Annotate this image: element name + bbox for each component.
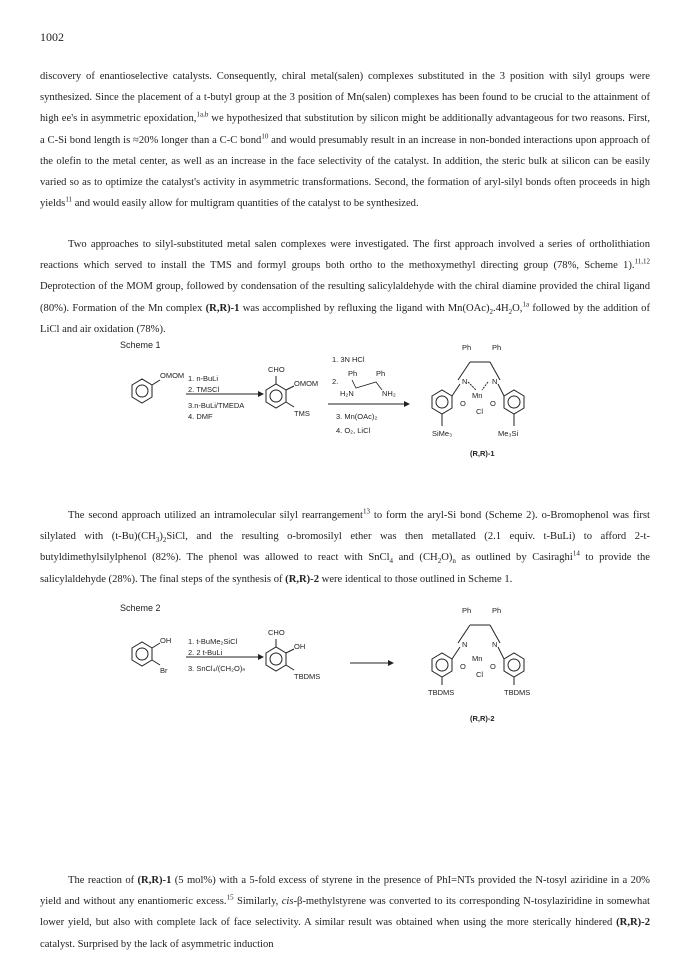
svg-text:O: O: [460, 662, 466, 671]
svg-text:TBDMS: TBDMS: [294, 672, 321, 681]
scheme-1-title: Scheme 1: [120, 340, 161, 350]
svg-text:N: N: [462, 640, 468, 649]
svg-text:Ph: Ph: [492, 606, 502, 615]
svg-text:NH₂: NH₂: [382, 389, 396, 398]
paragraph-1: discovery of enantioselective catalysts. Consequently, chiral metal(salen) complexes substituted in the 3 position with silyl groups were synthesized. Since the placement of a t-butyl group at the 3 position of Mn(salen) complexes has been found to be crucial to the attainment of high ee's in asymmetric epoxidation,$^{1a,b}$ we hypothesized that substitution by silicon might be additionally advantageous for two reasons. First, a C-Si bond length is ≈20% longer than a C-C bond$^{10}$ and would presumably result in an increase in non-bonded interactions upon approach of the olefin to the metal center, as well as an increase in the face selectivity of the catalyst. In addition, the steric bulk at silicon can be easily varied so as to optimize the catalyst's activity in asymmetric transformations. Second, the formation of aryl-silyl bonds often proceeds in high yields$^{11}$ and would easily allow for multigram quantities of the catalyst to be synthesized.: [40, 71, 650, 210]
svg-text:Ph: Ph: [462, 343, 472, 352]
svg-text:1. t-BuMe₂SiCl: 1. t-BuMe₂SiCl: [188, 637, 238, 646]
svg-text:CHO: CHO: [268, 628, 285, 637]
svg-text:Cl: Cl: [476, 407, 484, 416]
svg-text:Mn: Mn: [472, 391, 483, 400]
svg-text:1. n-BuLi: 1. n-BuLi: [188, 374, 219, 383]
svg-text:Me₃Si: Me₃Si: [498, 429, 519, 438]
svg-text:Mn: Mn: [472, 654, 483, 663]
bromophenol-ring: [132, 642, 160, 666]
paragraph-4: The reaction of (R,R)-1 (5 mol%) with a 5-fold excess of styrene in the presence of PhI=NTs provided the N-tosyl aziridine in a 20% yield and without any enantiomeric excess.$^{15}$ Similarly, cis-β-methylstyrene was converted to its corresponding N-tosylaziridine in somewhat lower yield, but also with complete lack of face selectivity. A similar result was obtained when using the more sterically hindered (R,R)-2 catalyst. Surprised by the lack of asymmetric induction: [40, 875, 651, 950]
svg-text:N: N: [462, 377, 468, 386]
compound-label-rr1: (R,R)-1: [470, 449, 495, 458]
svg-text:2. 2 t-BuLi: 2. 2 t-BuLi: [188, 648, 223, 657]
page-number: 1002: [40, 30, 64, 44]
sm-omom-label: OMOM: [160, 371, 185, 380]
scheme-2: [110, 603, 580, 753]
svg-text:SiMe₃: SiMe₃: [432, 429, 453, 438]
svg-text:N: N: [492, 377, 498, 386]
svg-text:O: O: [490, 662, 496, 671]
svg-text:TBDMS: TBDMS: [428, 688, 455, 697]
svg-text:H₂N: H₂N: [340, 389, 354, 398]
svg-text:3. Mn(OAc)₂: 3. Mn(OAc)₂: [336, 412, 378, 421]
svg-text:TMS: TMS: [294, 409, 310, 418]
svg-text:Ph: Ph: [376, 369, 386, 378]
svg-text:CHO: CHO: [268, 365, 285, 374]
svg-text:2.: 2.: [332, 377, 339, 386]
svg-text:O: O: [460, 399, 466, 408]
starting-material-ring: [132, 379, 160, 403]
svg-text:2. TMSCl: 2. TMSCl: [188, 385, 220, 394]
intermediate-ring: [266, 376, 294, 408]
scheme-2-title: Scheme 2: [120, 603, 161, 613]
paragraph-3: The second approach utilized an intramolecular silyl rearrangement$^{13}$ to form the aryl-Si bond (Scheme 2). o-Bromophenol was first silylated with $(t-Bu)(CH_3)_2SiCl$, and the resulting o-bromosilyl ether was then metallated (2.1 equiv. t-BuLi) to afford 2-t-butyldimethylsilylphenol (82%). The phenol was allowed to react with SnCl$_4$ and $(CH_2O)_n$ as outlined by Casiraghi$^{14}$ to provide the salicylaldehyde (28%). The final steps of the synthesis of (R,R)-2 were identical to those outlined in Scheme 1.: [40, 507, 650, 585]
svg-text:OH: OH: [294, 642, 306, 651]
salicylaldehyde-ring: [266, 639, 294, 671]
paragraph-2: Two approaches to silyl-substituted metal salen complexes were investigated. The first approach involved a series of ortholithiation reactions which served to install the TMS and formyl groups both ortho to the methoxymethyl directing group (78%, Scheme 1).$^{11,12}$ Deprotection of the MOM group, followed by condensation of the resulting salicylaldehyde with the chiral diamine provided the chiral ligand (80%). Formation of the Mn complex (R,R)-1 was accomplished by refluxing the ligand with $Mn(OAc)_2.4H_2O,^{1a}$ followed by the addition of LiCl and air oxidation (78%).: [40, 239, 650, 335]
svg-text:OMOM: OMOM: [294, 379, 319, 388]
scheme-1: [110, 340, 580, 490]
svg-text:Ph: Ph: [462, 606, 472, 615]
svg-text:Cl: Cl: [476, 670, 484, 679]
svg-text:3. SnCl₄/(CH₂O)ₙ: 3. SnCl₄/(CH₂O)ₙ: [188, 664, 246, 673]
compound-label-rr2: (R,R)-2: [470, 714, 495, 723]
svg-text:OH: OH: [160, 636, 172, 645]
svg-text:Br: Br: [160, 666, 168, 675]
svg-text:4. O₂, LiCl: 4. O₂, LiCl: [336, 426, 371, 435]
svg-text:N: N: [492, 640, 498, 649]
svg-text:Ph: Ph: [492, 343, 502, 352]
svg-text:4. DMF: 4. DMF: [188, 412, 213, 421]
svg-text:Ph: Ph: [348, 369, 358, 378]
svg-text:TBDMS: TBDMS: [504, 688, 531, 697]
svg-text:O: O: [490, 399, 496, 408]
svg-text:1. 3N HCl: 1. 3N HCl: [332, 355, 365, 364]
svg-text:3.n-BuLi/TMEDA: 3.n-BuLi/TMEDA: [188, 401, 245, 410]
